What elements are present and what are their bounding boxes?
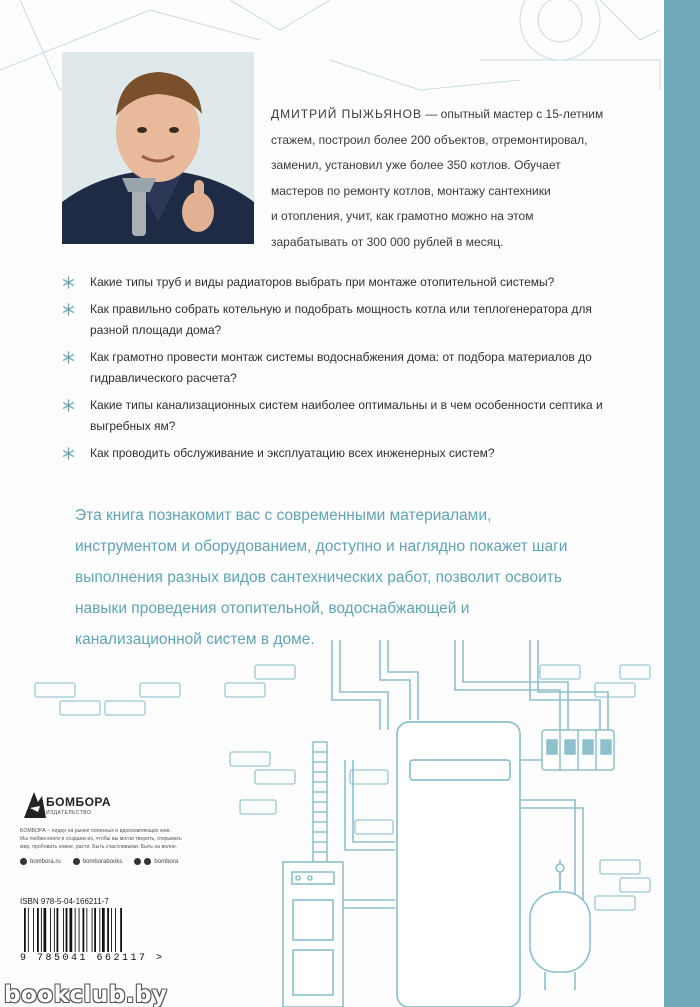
social-telegram-label: bombora xyxy=(154,858,179,865)
question-item xyxy=(62,443,632,464)
snowflake-bullet-icon xyxy=(62,303,75,316)
social-site[interactable] xyxy=(20,858,61,865)
description-line-3: выполнения разных видов сантехнических работ, позволит освоить xyxy=(75,569,562,586)
globe-icon xyxy=(20,858,27,865)
bio-line-5: и отопления, учит, как грамотно можно на этом xyxy=(271,209,534,223)
description-line-5: канализационной систем в доме. xyxy=(75,631,315,648)
blurb-line-3: мир, пробовать новое, расти. Быть счастливыми. Быть на волне. xyxy=(20,844,178,850)
question-item xyxy=(62,272,632,293)
publisher-name: БОМБОРА xyxy=(46,795,112,809)
bio-line-4: мастеров по ремонту котлов, монтажу сантехники xyxy=(271,183,551,198)
social-vk[interactable] xyxy=(73,858,123,865)
expansion-tank xyxy=(530,864,590,990)
author-bio xyxy=(271,102,641,255)
snowflake-bullet-icon xyxy=(62,276,75,289)
snowflake-bullet-icon xyxy=(62,351,75,364)
question-text: Как проводить обслуживание и эксплуатацию всех инженерных систем? xyxy=(90,446,495,460)
social-vk-label: bomborabooks xyxy=(82,858,123,865)
social-site-label: bombora.ru xyxy=(30,858,61,865)
bio-line-3: заменил, установил уже более 350 котлов. Обучает xyxy=(271,158,561,172)
vk-icon xyxy=(73,858,80,865)
blurb-line-2: Мы любим книги и создаем их, чтобы вы могли творить, открывать xyxy=(20,836,182,842)
snowflake-bullet-icon xyxy=(62,399,75,412)
description-line-2: инструментом и оборудованием, доступно и наглядно покажет шаги xyxy=(75,538,568,555)
boiler xyxy=(283,862,343,1007)
question-item xyxy=(62,395,632,437)
youtube-icon xyxy=(144,858,151,865)
author-portrait xyxy=(62,52,254,244)
question-text: Какие типы труб и виды радиаторов выбрать при монтаже отопительной системы? xyxy=(90,275,555,289)
question-item xyxy=(62,299,632,341)
watermark: bookclub.by xyxy=(4,982,168,1007)
snowflake-bullet-icon xyxy=(62,447,75,460)
author-photo xyxy=(62,52,254,244)
description-line-4: навыки проведения отопительной, водоснабжающей и xyxy=(75,600,470,617)
chimney xyxy=(313,742,327,862)
book-spine-edge xyxy=(664,0,700,1007)
question-text: Как грамотно провести монтаж системы водоснабжения дома: от подбора материалов до гидравлического расчета? xyxy=(90,350,592,385)
bio-line-2: стажем, построил более 200 объектов, отремонтировал, xyxy=(271,132,588,147)
barcode xyxy=(24,908,154,952)
isbn: ISBN 978-5-04-166211-7 xyxy=(20,897,109,906)
manifold xyxy=(542,730,614,770)
description-line-1: Эта книга познакомит вас с современными материалами, xyxy=(75,507,492,524)
telegram-icon xyxy=(134,858,141,865)
publisher-subtitle: ИЗДАТЕЛЬСТВО xyxy=(46,810,92,816)
author-name: ДМИТРИЙ ПЫЖЬЯНОВ xyxy=(271,107,422,121)
question-text: Какие типы канализационных систем наиболее оптимальны и в чем особенности септика и выгребных ям? xyxy=(90,398,603,433)
barcode-number: 9 785041 662117 > xyxy=(20,953,165,964)
bio-line-6: зарабатывать от 300 000 рублей в месяц. xyxy=(271,234,504,249)
book-description xyxy=(75,500,635,655)
bio-line-1: — опытный мастер с 15-летним xyxy=(422,107,604,121)
publisher-blurb xyxy=(20,827,250,851)
question-list xyxy=(62,272,632,470)
water-heater xyxy=(397,722,520,1007)
question-item xyxy=(62,347,632,389)
social-telegram[interactable] xyxy=(134,858,178,865)
publisher-socials xyxy=(20,858,178,865)
question-text: Как правильно собрать котельную и подобрать мощность котла или теплогенератора для разной площади дома? xyxy=(90,302,592,337)
blurb-line-1: БОМБОРА – лидер на рынке полезных и вдохновляющих книг. xyxy=(20,828,171,834)
